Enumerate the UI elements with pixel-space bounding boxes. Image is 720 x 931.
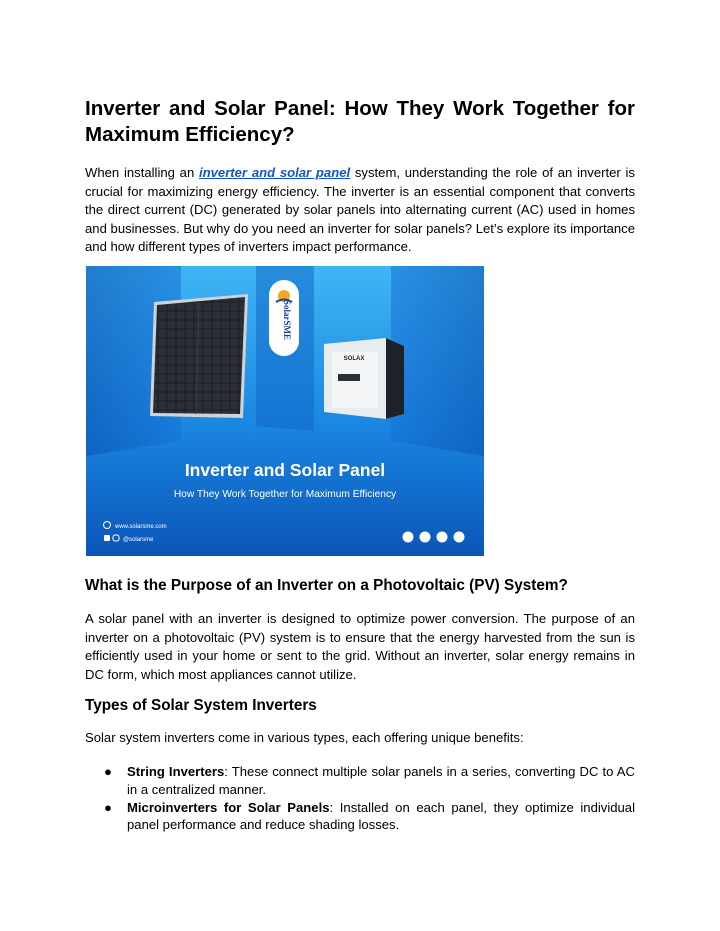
article-title <box>85 96 635 148</box>
inverter-illustration <box>324 338 404 419</box>
intro-text-rest: system, understanding the role of an inverter is crucial for maximizing energy efficiency. The inverter is an essential component that converts the direct current (DC) generated by solar panels into alternating current (AC) used in homes and businesses. But why do you need an inverter for solar panels? Let’s explore its importance and how different types of inverters impact performance. <box>85 165 635 254</box>
article-title-line-2: Maximum Efficiency? <box>85 123 295 146</box>
solar-panel-illustration <box>150 294 248 418</box>
list-item-term: String Inverters <box>127 764 225 779</box>
banner-website: www.solarsme.com <box>115 524 167 530</box>
list-item-text: : Installed on each panel, they optimize individual panel performance and reduce shading losses. <box>127 799 635 832</box>
intro-paragraph <box>85 164 635 257</box>
section-paragraph-purpose: A solar panel with an inverter is designed to optimize power conversion. The purpose of an inverter on a photovoltaic (PV) system is to ensure that the energy harvested from the sun is efficiently used in your home or sent to the grid. Without an inverter, solar energy remains in DC form, which most appliances cannot utilize. <box>85 611 635 682</box>
social-icon-2 <box>420 532 431 543</box>
article-title-line-1: Inverter and Solar Panel: How They Work Together for <box>85 97 635 120</box>
section-heading-types: Types of Solar System Inverters <box>85 697 317 714</box>
social-icon-1 <box>403 532 414 543</box>
banner-subtitle: How They Work Together for Maximum Efficiency <box>173 489 397 500</box>
bullet-icon: ● <box>104 799 112 815</box>
banner-title: Inverter and Solar Panel <box>184 460 386 480</box>
brand-logo-badge <box>269 280 299 356</box>
inverter-solar-panel-link[interactable]: inverter and solar panel <box>199 165 351 180</box>
bullet-icon: ● <box>104 764 112 779</box>
inverter-types-list <box>85 763 635 834</box>
list-item <box>85 763 635 798</box>
list-item-term: Microinverters for Solar Panels <box>127 799 330 815</box>
intro-text-start: When installing an <box>85 165 200 180</box>
social-icon-3 <box>437 532 448 543</box>
inverter-brand-label: SOLAX <box>343 356 365 362</box>
banner-social-handle: @solarsme <box>123 537 154 543</box>
social-icon-4 <box>454 532 465 543</box>
brand-logo-text: SolarSME <box>282 299 292 341</box>
section-heading-purpose: What is the Purpose of an Inverter on a Photovoltaic (PV) System? <box>85 577 568 594</box>
list-item <box>85 799 635 834</box>
list-item-text: : These connect multiple solar panels in a series, converting DC to AC in a centralized manner. <box>127 764 635 797</box>
article-banner-image <box>86 266 484 556</box>
section-paragraph-types: Solar system inverters come in various types, each offering unique benefits: <box>85 730 524 745</box>
facebook-icon <box>104 535 110 541</box>
